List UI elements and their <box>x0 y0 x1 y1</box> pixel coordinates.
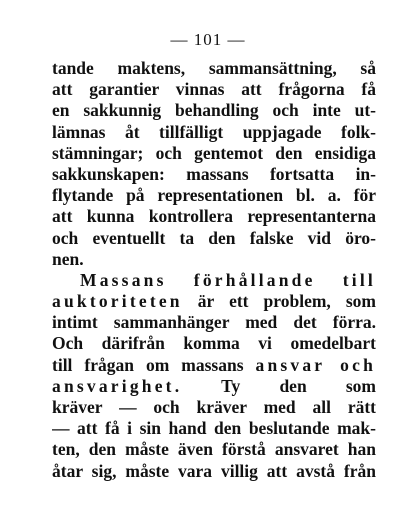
page-number: — 101 — <box>170 30 246 49</box>
text-line: — att få i sin hand den beslutande mak- <box>52 418 376 439</box>
text-line: kräver — och kräver med all rätt <box>52 397 376 417</box>
text-span: till frågan om massans <box>52 354 256 375</box>
text-line: att kunna kontrollera representanterna <box>52 206 376 227</box>
text-span: Ty den som <box>182 375 376 396</box>
text-span: är ett problem, som <box>182 291 376 312</box>
text-line: och eventuellt ta den falske vid öro- <box>52 227 376 248</box>
body-text <box>52 58 376 482</box>
paragraph-2 <box>52 270 376 482</box>
text-line: lämnas åt tillfälligt uppjagade folk- <box>52 121 376 142</box>
spaced-emphasis: auktoriteten <box>52 291 183 312</box>
text-line: åtar sig, måste vara villig att avstå från <box>52 460 376 481</box>
text-line: flytande på representationen bl. a. för <box>52 185 376 206</box>
text-line: stämningar; och gentemot den ensidiga <box>52 142 376 163</box>
text-line: att garantier vinnas att frågorna få <box>52 79 376 100</box>
text-line <box>52 270 376 291</box>
text-line <box>52 376 376 397</box>
text-line: ten, den måste även förstå ansvaret han <box>52 439 376 460</box>
text-line: tande maktens, sammansättning, så <box>52 58 376 78</box>
text-line: nen. <box>52 248 84 269</box>
text-line <box>52 291 376 312</box>
text-line: intimt sammanhänger med det förra. <box>52 312 376 333</box>
text-line: Och därifrån komma vi omedelbart <box>52 333 376 354</box>
text-line <box>52 355 376 376</box>
text-line: en sakkunnig behandling och inte ut- <box>52 100 376 121</box>
spaced-emphasis: Massans förhållande till <box>80 269 376 290</box>
spaced-emphasis: ansvarighet. <box>52 375 183 396</box>
spaced-emphasis: ansvar och <box>255 354 376 375</box>
paragraph-1 <box>52 58 376 270</box>
text-line: sakkunskapen: massans fortsatta in- <box>52 163 376 184</box>
